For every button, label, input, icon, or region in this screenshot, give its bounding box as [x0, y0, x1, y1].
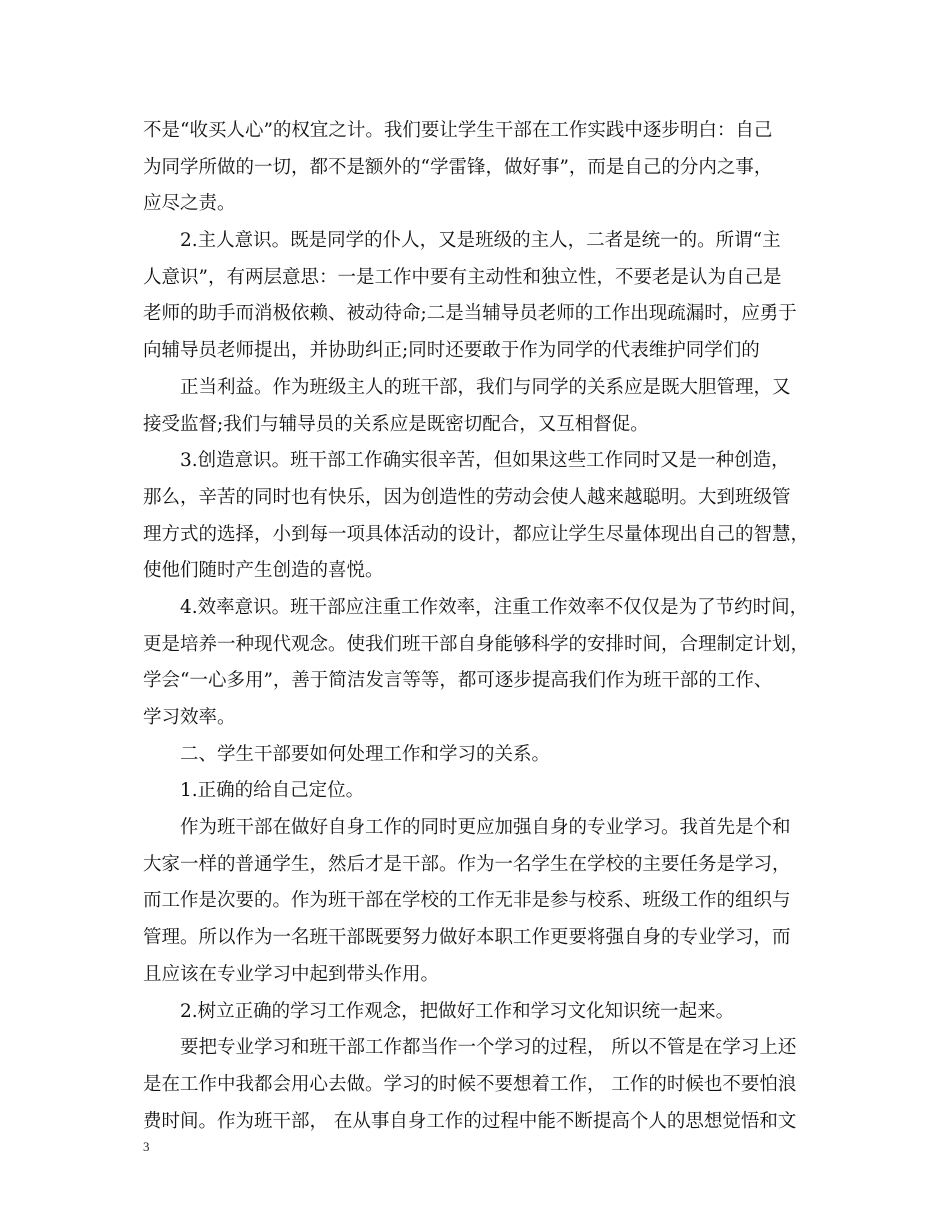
text-line-19: 1.正确的给自己定位。 — [180, 780, 365, 802]
text-line-7: 向辅导员老师提出，并协助纠正;同时还要敢于作为同学的代表维护同学们的 — [143, 340, 760, 362]
text-line-28: 费时间。作为班干部， 在从事自身工作的过程中能不断提高个人的思想觉悟和文 — [143, 1110, 797, 1132]
section-heading: 二、学生干部要如何处理工作和学习的关系。 — [180, 743, 551, 765]
text-line-23: 管理。所以作为一名班干部既要努力做好本职工作更要将强自身的专业学习，而 — [143, 927, 791, 949]
text-line-14: 4.效率意识。班干部应注重工作效率，注重工作效率不仅仅是为了节约时间， — [180, 596, 809, 618]
text-line-26: 要把专业学习和班干部工作都当作一个学习的过程， 所以不管是在学习上还 — [180, 1037, 797, 1059]
text-line-4: 2.主人意识。既是同学的仆人，又是班级的主人，二者是统一的。所谓“主 — [180, 230, 781, 252]
text-line-22: 而工作是次要的。作为班干部在学校的工作无非是参与校系、班级工作的组织与 — [143, 890, 791, 912]
text-line-21: 大家一样的普通学生，然后才是干部。作为一名学生在学校的主要任务是学习， — [143, 853, 791, 875]
text-line-27: 是在工作中我都会用心去做。学习的时候不要想着工作， 工作的时候也不要怕浪 — [143, 1073, 797, 1095]
text-line-25: 2.树立正确的学习工作观念，把做好工作和学习文化知识统一起来。 — [180, 1000, 735, 1022]
text-line-3: 应尽之责。 — [143, 193, 236, 215]
text-line-11: 那么，辛苦的同时也有快乐，因为创造性的劳动会使人越来越聪明。大到班级管 — [143, 486, 791, 508]
text-line-17: 学习效率。 — [143, 707, 236, 728]
text-line-24: 且应该在专业学习中起到带头作用。 — [143, 963, 440, 985]
page-number: 3 — [143, 1139, 150, 1154]
text-line-20: 作为班干部在做好自身工作的同时更应加强自身的专业学习。我首先是个和 — [180, 817, 791, 839]
text-line-16: 学会“一心多用”，善于简洁发言等等，都可逐步提高我们作为班干部的工作、 — [143, 670, 773, 692]
text-line-13: 使他们随时产生创造的喜悦。 — [143, 560, 384, 582]
text-line-5: 人意识”，有两层意思：一是工作中要有主动性和独立性，不要老是认为自己是 — [143, 266, 782, 288]
text-line-15: 更是培养一种现代观念。使我们班干部自身能够科学的安排时间，合理制定计划， — [143, 633, 810, 655]
text-line-8: 正当利益。作为班级主人的班干部，我们与同学的关系应是既大胆管理，又 — [180, 376, 791, 398]
text-line-10: 3.创造意识。班干部工作确实很辛苦，但如果这些工作同时又是一种创造， — [180, 450, 790, 472]
text-line-12: 理方式的选择，小到每一项具体活动的设计，都应让学生尽量体现出自己的智慧， — [143, 523, 810, 545]
text-line-9: 接受监督;我们与辅导员的关系应是既密切配合，又互相督促。 — [143, 413, 649, 435]
text-line-2: 为同学所做的一切，都不是额外的“学雷锋，做好事”，而是自己的分内之事， — [143, 156, 773, 178]
text-line-6: 老师的助手而消极依赖、被动待命;二是当辅导员老师的工作出现疏漏时，应勇于 — [143, 303, 797, 325]
text-line-1: 不是“收买人心”的权宜之计。我们要让学生干部在工作实践中逐步明白：自己 — [143, 120, 773, 141]
document-body — [143, 113, 811, 1140]
